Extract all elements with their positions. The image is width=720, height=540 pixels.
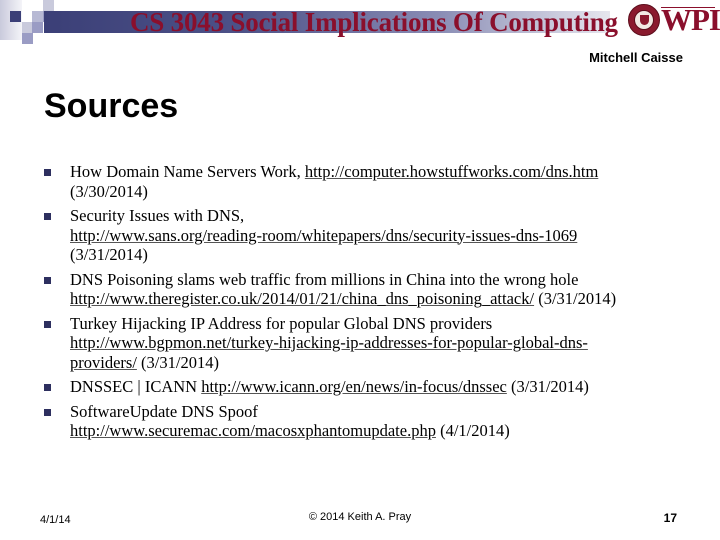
bullet-square-icon — [44, 384, 51, 391]
source-title: How Domain Name Servers Work, — [70, 162, 305, 181]
sources-list — [44, 162, 684, 446]
slide-title: Sources — [44, 87, 179, 125]
source-item — [44, 206, 684, 265]
wpi-logo — [628, 4, 718, 40]
source-link[interactable]: http://www.securemac.com/macosxphantomupdate.php — [70, 421, 436, 440]
access-date: (4/1/2014) — [435, 421, 510, 440]
source-title: DNS Poisoning slams web traffic from millions in China into the wrong hole — [70, 269, 579, 289]
source-link[interactable]: http://computer.howstuffworks.com/dns.htm — [304, 162, 599, 181]
page-number: 17 — [663, 511, 677, 525]
logo-text: WPI — [661, 2, 720, 37]
source-item — [44, 162, 684, 201]
source-item — [44, 270, 684, 309]
footer-copyright: © 2014 Keith A. Pray — [308, 511, 412, 523]
source-link[interactable]: http://www.icann.org/en/news/in-focus/dnssec — [201, 377, 507, 396]
bullet-square-icon — [44, 409, 51, 416]
access-date: (3/31/2014) — [136, 352, 219, 372]
source-link-continued[interactable]: providers/ — [70, 352, 137, 372]
bullet-square-icon — [44, 169, 51, 176]
course-title: CS 3043 Social Implications Of Computing — [130, 7, 618, 37]
source-link[interactable]: http://www.theregister.co.uk/2014/01/21/china_dns_poisoning_attack/ — [70, 289, 535, 308]
footer-date: 4/1/14 — [40, 514, 71, 526]
source-item — [44, 402, 684, 441]
access-date: (3/31/2014) — [534, 289, 617, 308]
access-date: (3/31/2014) — [506, 377, 589, 396]
source-title: SoftwareUpdate DNS Spoof — [70, 401, 258, 421]
access-date: (3/30/2014) — [70, 181, 148, 201]
wpi-seal-icon — [628, 4, 660, 36]
bullet-square-icon — [44, 321, 51, 328]
access-date: (3/31/2014) — [70, 245, 148, 264]
source-link[interactable]: http://www.bgpmon.net/turkey-hijacking-ip-addresses-for-popular-global-dns- — [70, 333, 588, 352]
bullet-square-icon — [44, 213, 51, 220]
source-link[interactable]: http://www.sans.org/reading-room/whitepapers/dns/security-issues-dns-1069 — [70, 225, 578, 245]
source-title: Security Issues with DNS, — [70, 206, 245, 225]
source-item — [44, 377, 684, 397]
author-name: Mitchell Caisse — [589, 50, 683, 65]
source-title: Turkey Hijacking IP Address for popular Global DNS providers — [70, 313, 493, 333]
source-title: DNSSEC | ICANN — [70, 377, 202, 396]
source-item — [44, 314, 684, 373]
bullet-square-icon — [44, 277, 51, 284]
